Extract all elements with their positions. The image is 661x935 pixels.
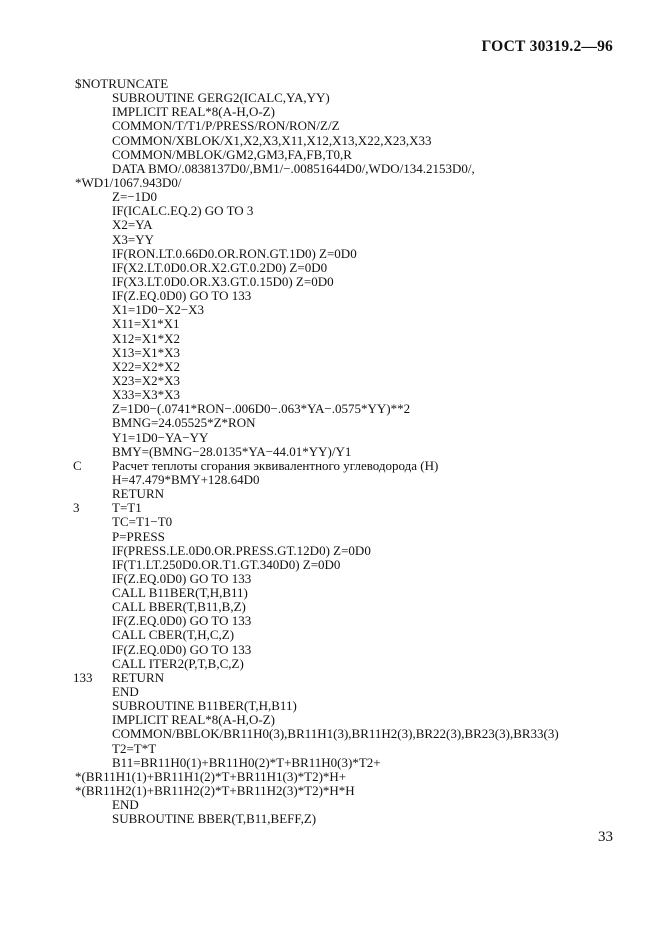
code-line (0, 614, 661, 628)
code-line (0, 812, 661, 826)
code-line (0, 685, 661, 699)
code-text: T=T1 (112, 500, 142, 516)
code-text: IF(RON.LT.0.66D0.OR.RON.GT.1D0) Z=0D0 (112, 245, 357, 261)
code-line (0, 374, 661, 388)
code-text: Y1=1D0−YA−YY (112, 429, 209, 445)
code-line (0, 275, 661, 289)
code-text: X12=X1*X2 (112, 330, 180, 346)
code-text: CALL B11BER(T,H,B11) (112, 585, 248, 601)
code-line (0, 190, 661, 204)
code-line (0, 572, 661, 586)
code-text: IMPLICIT REAL*8(A-H,O-Z) (112, 104, 275, 120)
code-line (0, 91, 661, 105)
code-text: IMPLICIT REAL*8(A-H,O-Z) (112, 712, 275, 728)
code-line (0, 105, 661, 119)
code-line (0, 431, 661, 445)
code-line (0, 713, 661, 727)
code-line (0, 699, 661, 713)
code-text: COMMON/MBLOK/GM2,GM3,FA,FB,T0,R (112, 146, 352, 162)
code-text: RETURN (112, 486, 164, 502)
code-line (0, 586, 661, 600)
code-line (0, 742, 661, 756)
code-line (0, 558, 661, 572)
code-text: Расчет теплоты сгорания эквивалентного углеводорода (H) (112, 457, 439, 473)
code-line (0, 119, 661, 133)
code-line (0, 628, 661, 642)
code-text: IF(T1.LT.250D0.OR.T1.GT.340D0) Z=0D0 (112, 556, 341, 572)
statement-label: 3 (73, 500, 80, 516)
code-line (0, 727, 661, 741)
code-text: X1=1D0−X2−X3 (112, 302, 205, 318)
code-text: X11=X1*X1 (112, 316, 180, 332)
code-line (0, 445, 661, 459)
page-header-standard: ГОСТ 30319.2—96 (481, 38, 613, 55)
code-text: BMY=(BMNG−28.0135*YA−44.01*YY)/Y1 (112, 443, 352, 459)
code-line (0, 388, 661, 402)
code-text: X23=X2*X3 (112, 372, 180, 388)
code-text: IF(X3.LT.0D0.OR.X3.GT.0.15D0) Z=0D0 (112, 273, 334, 289)
code-text: END (112, 684, 139, 700)
code-text: *WD1/1067.943D0/ (75, 174, 182, 190)
code-line (0, 134, 661, 148)
code-text: COMMON/XBLOK/X1,X2,X3,X11,X12,X13,X22,X23,X33 (112, 132, 432, 148)
code-text: RETURN (112, 669, 164, 685)
code-text: IF(ICALC.EQ.2) GO TO 3 (112, 203, 254, 219)
code-line (0, 261, 661, 275)
page-number: 33 (598, 829, 613, 845)
code-text: COMMON/BBLOK/BR11H0(3),BR11H1(3),BR11H2(3),BR22(3),BR23(3),BR33(3) (112, 726, 559, 742)
code-text: SUBROUTINE B11BER(T,H,B11) (112, 698, 297, 714)
code-text: TC=T1−T0 (112, 514, 173, 530)
code-line (0, 360, 661, 374)
code-line (0, 218, 661, 232)
code-line (0, 544, 661, 558)
code-text: IF(Z.EQ.0D0) GO TO 133 (112, 570, 252, 586)
code-line (0, 332, 661, 346)
fortran-code-listing (0, 77, 661, 826)
code-text: T2=T*T (112, 740, 157, 756)
code-text: IF(Z.EQ.0D0) GO TO 133 (112, 641, 252, 657)
code-line (0, 600, 661, 614)
code-text: X33=X3*X3 (112, 387, 180, 403)
code-text: COMMON/T/T1/P/PRESS/RON/RON/Z/Z (112, 118, 340, 134)
code-text: H=47.479*BMY+128.64D0 (112, 471, 260, 487)
code-line (0, 416, 661, 430)
code-line (0, 487, 661, 501)
code-text: IF(Z.EQ.0D0) GO TO 133 (112, 613, 252, 629)
code-text: *(BR11H2(1)+BR11H2(2)*T+BR11H2(3)*T2)*H*H (75, 783, 355, 799)
code-text: DATA BMO/.0838137D0/,BM1/−.00851644D0/,WDO/134.2153D0/, (112, 160, 475, 176)
code-line (0, 346, 661, 360)
code-text: CALL BBER(T,B11,B,Z) (112, 599, 246, 615)
code-text: *(BR11H1(1)+BR11H1(2)*T+BR11H1(3)*T2)*H+ (75, 768, 347, 784)
code-text: CALL ITER2(P,T,B,C,Z) (112, 655, 244, 671)
code-text: P=PRESS (112, 528, 165, 544)
code-line (0, 798, 661, 812)
code-line (0, 289, 661, 303)
code-line (0, 515, 661, 529)
code-text: $NOTRUNCATE (75, 76, 169, 91)
code-text: X22=X2*X2 (112, 358, 180, 374)
code-line (0, 162, 661, 176)
code-text: Z=1D0−(.0741*RON−.006D0−.063*YA−.0575*YY)**2 (112, 401, 411, 417)
code-line (0, 770, 661, 784)
code-text: END (112, 797, 139, 813)
code-text: X2=YA (112, 217, 153, 233)
statement-label: C (73, 457, 82, 473)
code-line (0, 784, 661, 798)
code-text: X13=X1*X3 (112, 344, 180, 360)
code-text: B11=BR11H0(1)+BR11H0(2)*T+BR11H0(3)*T2+ (112, 754, 381, 770)
code-line (0, 530, 661, 544)
code-text: IF(Z.EQ.0D0) GO TO 133 (112, 288, 252, 304)
code-text: SUBROUTINE BBER(T,B11,BEFF,Z) (112, 811, 317, 827)
code-line (0, 402, 661, 416)
code-line (0, 473, 661, 487)
code-line (0, 233, 661, 247)
statement-label: 133 (73, 669, 93, 685)
code-line (0, 643, 661, 657)
code-line (0, 77, 661, 91)
code-text: BMNG=24.05525*Z*RON (112, 415, 256, 431)
code-line (0, 148, 661, 162)
code-line (0, 317, 661, 331)
code-text: Z=−1D0 (112, 189, 157, 205)
code-line (0, 204, 661, 218)
code-line (0, 176, 661, 190)
code-line (0, 501, 661, 515)
code-line (0, 459, 661, 473)
code-line (0, 303, 661, 317)
code-text: IF(PRESS.LE.0D0.OR.PRESS.GT.12D0) Z=0D0 (112, 542, 371, 558)
code-line (0, 657, 661, 671)
code-line (0, 671, 661, 685)
code-text: SUBROUTINE GERG2(ICALC,YA,YY) (112, 90, 330, 106)
code-text: IF(X2.LT.0D0.OR.X2.GT.0.2D0) Z=0D0 (112, 259, 328, 275)
code-text: X3=YY (112, 231, 154, 247)
code-line (0, 247, 661, 261)
code-line (0, 756, 661, 770)
code-text: CALL CBER(T,H,C,Z) (112, 627, 235, 643)
